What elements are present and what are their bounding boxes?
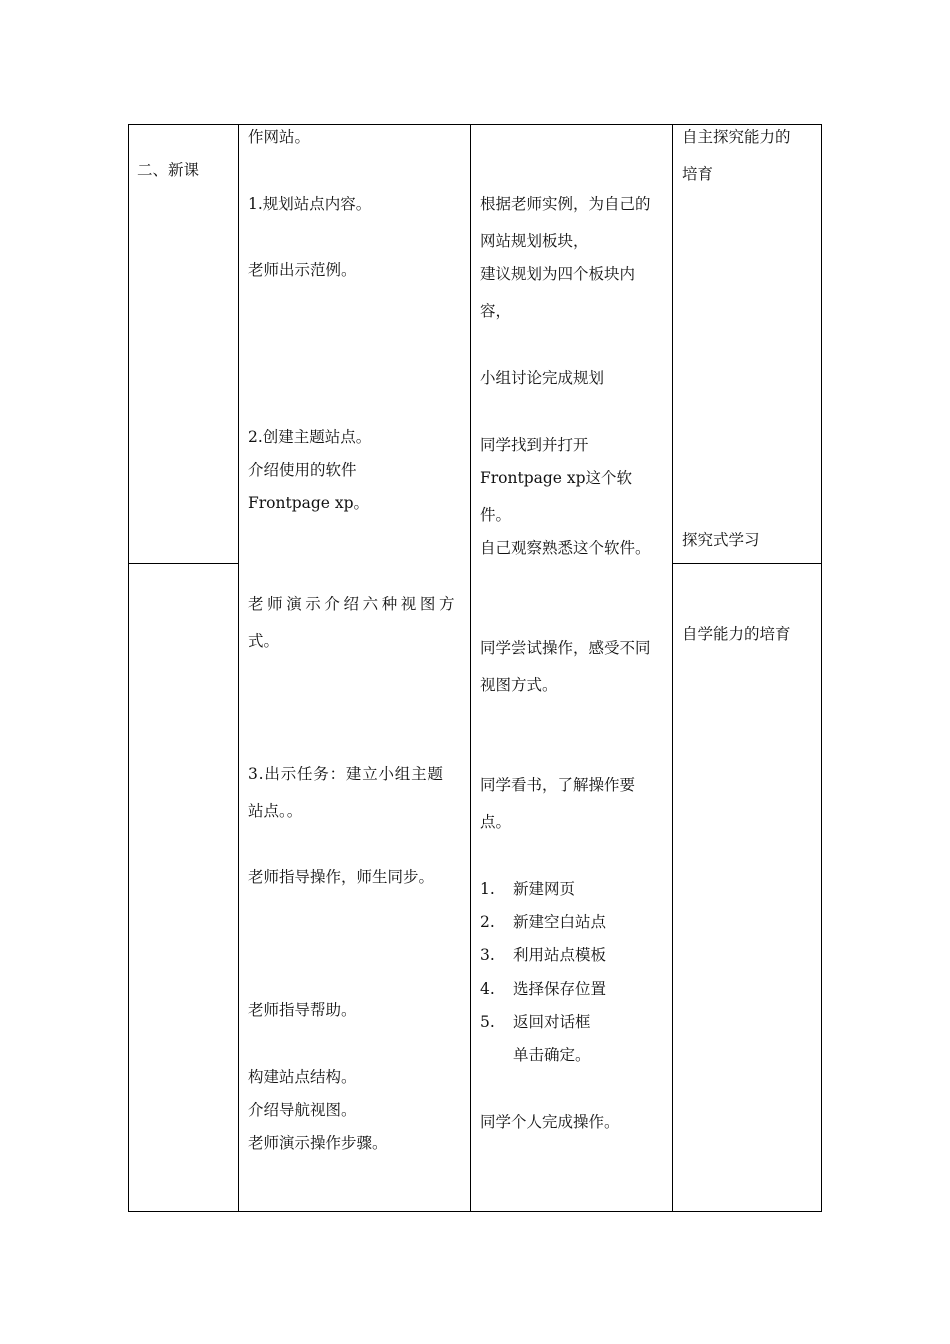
teacher-text-line: 老师指导操作，师生同步。 — [248, 868, 435, 886]
student-text-line: 同学个人完成操作。 — [480, 1113, 620, 1131]
intent-text-line: 自主探究能力的 — [682, 128, 791, 146]
step-number: 1. — [480, 880, 495, 898]
teacher-text-line: 作网站。 — [248, 128, 311, 146]
row-divider-col1 — [128, 563, 239, 564]
student-text-line: 小组讨论完成规划 — [480, 369, 605, 387]
teacher-step-heading: 3.出示任务：建立小组主题 — [248, 765, 444, 783]
student-text-line: 容， — [480, 302, 512, 320]
step-text: 选择保存位置 — [513, 980, 607, 998]
step-number: 4. — [480, 980, 495, 998]
student-text-line: 点。 — [480, 813, 512, 831]
student-text-line: 根据老师实例，为自己的 — [480, 195, 651, 213]
table-border-right — [821, 124, 822, 1212]
intent-text-line: 培育 — [682, 165, 714, 183]
teacher-text-line: 老师指导帮助。 — [248, 1001, 357, 1019]
teacher-text-line: 老师演示操作步骤。 — [248, 1134, 388, 1152]
column-divider-2 — [470, 124, 471, 1212]
step-text: 返回对话框 — [513, 1013, 591, 1031]
step-number: 3. — [480, 946, 495, 964]
teacher-text-line: 构建站点结构。 — [248, 1068, 357, 1086]
teacher-text-line: 介绍导航视图。 — [248, 1101, 357, 1119]
intent-text-line: 探究式学习 — [682, 531, 760, 549]
student-text-line: 自己观察熟悉这个软件。 — [480, 539, 651, 557]
teacher-text-line: 式。 — [248, 632, 280, 650]
student-text-line: 建议规划为四个板块内 — [480, 265, 636, 283]
teacher-text-line: 老师演示介绍六种视图方 — [248, 595, 459, 613]
table-border-left — [128, 124, 129, 1212]
section-heading: 二、新课 — [137, 161, 200, 179]
student-text-line: Frontpage xp这个软 — [480, 469, 633, 487]
step-continuation: 单击确定。 — [513, 1046, 591, 1064]
teacher-step-heading: 2.创建主题站点。 — [248, 428, 372, 446]
teacher-text-line: 站点。。 — [248, 802, 303, 820]
table-border-top — [128, 124, 822, 125]
step-number: 5. — [480, 1013, 495, 1031]
student-text-line: 件。 — [480, 506, 512, 524]
student-text-line: 视图方式。 — [480, 676, 558, 694]
teacher-text-line: Frontpage xp。 — [248, 494, 370, 512]
student-text-line: 网站规划板块， — [480, 232, 589, 250]
teacher-text-line: 老师出示范例。 — [248, 261, 357, 279]
step-text: 新建网页 — [513, 880, 576, 898]
teacher-step-heading: 1.规划站点内容。 — [248, 195, 372, 213]
student-text-line: 同学尝试操作，感受不同 — [480, 639, 651, 657]
column-divider-3 — [672, 124, 673, 1212]
step-text: 新建空白站点 — [513, 913, 607, 931]
student-text-line: 同学看书，了解操作要 — [480, 776, 636, 794]
step-number: 2. — [480, 913, 495, 931]
intent-text-line: 自学能力的培育 — [682, 625, 791, 643]
teacher-text-line: 介绍使用的软件 — [248, 461, 357, 479]
row-divider-col4 — [672, 563, 822, 564]
step-text: 利用站点模板 — [513, 946, 607, 964]
column-divider-1 — [238, 124, 239, 1212]
student-text-line: 同学找到并打开 — [480, 436, 589, 454]
table-border-bottom — [128, 1211, 822, 1212]
